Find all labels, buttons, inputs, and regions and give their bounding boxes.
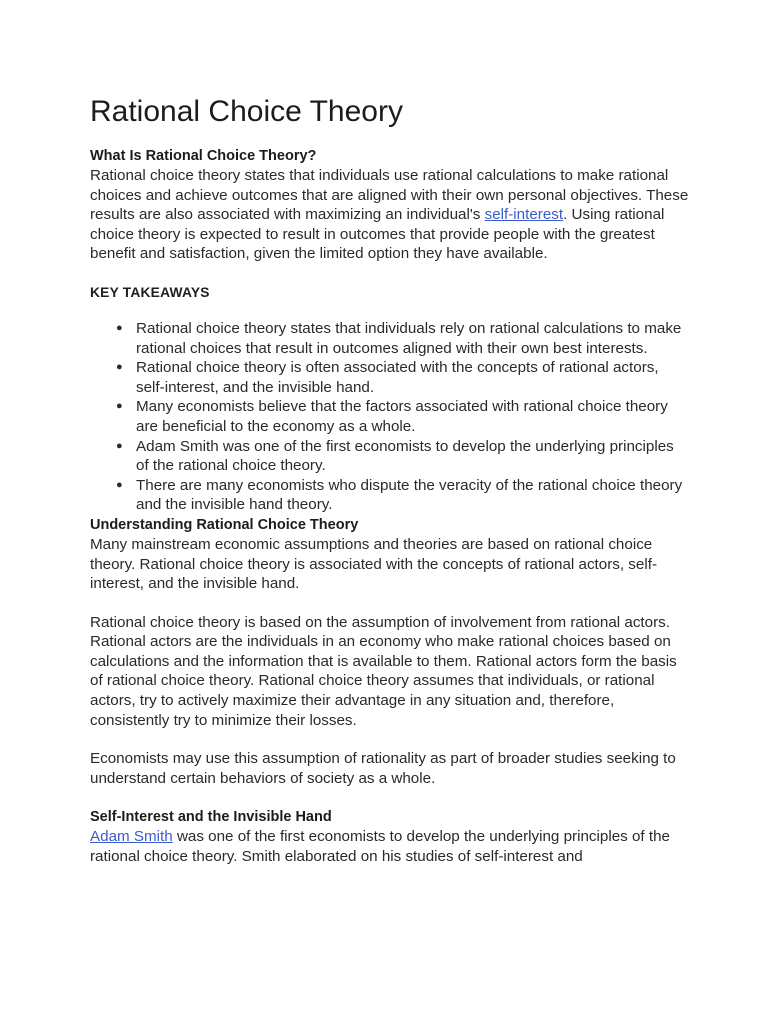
list-item bbox=[116, 437, 690, 476]
page-title: Rational Choice Theory bbox=[90, 95, 403, 128]
bullet-icon: ● bbox=[116, 400, 123, 413]
list-item-text: Adam Smith was one of the first economists to develop the underlying principles of the rational choice theory. bbox=[136, 437, 674, 475]
self-interest-text: was one of the first economists to develop the underlying principles of the rational choice theory. Smith elaborated on his studies of self-interest and bbox=[90, 828, 670, 866]
bullet-icon: ● bbox=[116, 439, 123, 452]
key-takeaways-heading: KEY TAKEAWAYS bbox=[90, 284, 210, 300]
adam-smith-link[interactable]: Adam Smith bbox=[90, 828, 173, 846]
list-item-text: There are many economists who dispute the veracity of the rational choice theory and the invisible hand theory. bbox=[136, 476, 683, 514]
self-interest-link[interactable]: self-interest bbox=[484, 206, 564, 224]
list-item bbox=[116, 476, 690, 515]
intro-text-after-link: . Using rational choice theory is expected to result in outcomes that provide people with the greatest benefit and satisfaction, given the limited option they have available. bbox=[90, 206, 665, 263]
section-heading-self-interest: Self-Interest and the Invisible Hand bbox=[90, 809, 332, 826]
document-page bbox=[90, 92, 690, 867]
understanding-paragraph-2: Rational choice theory is based on the assumption of involvement from rational actors. Rational actors are the individuals in an economy who make rational choices based on calculations and the information that is available to them. Rational actors form the basis of rational choice theory. Rational choice theory assumes that individuals, or rational actors, try to actively maximize their advantage in any situation and, therefore, consistently try to minimize their losses. bbox=[90, 613, 677, 729]
bullet-icon: ● bbox=[116, 361, 123, 374]
intro-paragraph bbox=[90, 166, 690, 264]
list-item bbox=[116, 397, 690, 436]
list-item bbox=[116, 358, 690, 397]
bullet-icon: ● bbox=[116, 478, 123, 491]
list-item-text: Rational choice theory states that individuals rely on rational calculations to make rational choices that result in outcomes aligned with their own best interests. bbox=[136, 319, 682, 357]
self-interest-paragraph bbox=[90, 827, 690, 866]
key-takeaways-list bbox=[90, 319, 690, 515]
understanding-paragraph-1: Many mainstream economic assumptions and theories are based on rational choice theory. Rational choice theory is associated with the concepts of rational actors, self-interest, and the invisible hand. bbox=[90, 535, 658, 593]
understanding-paragraph-3: Economists may use this assumption of rationality as part of broader studies seeking to understand certain behaviors of society as a whole. bbox=[90, 750, 676, 787]
list-item-text: Many economists believe that the factors associated with rational choice theory are beneficial to the economy as a whole. bbox=[136, 398, 668, 435]
list-item bbox=[116, 319, 690, 358]
section-heading-understanding: Understanding Rational Choice Theory bbox=[90, 516, 359, 533]
intro-text-before-link: Rational choice theory states that individuals use rational calculations to make rational choices and achieve outcomes that are aligned with their own personal objectives. These results are also associated with maximizing an individual's bbox=[90, 167, 689, 224]
bullet-icon: ● bbox=[116, 321, 123, 334]
list-item-text: Rational choice theory is often associated with the concepts of rational actors, self-interest, and the invisible hand. bbox=[136, 359, 659, 396]
section-heading-what-is: What Is Rational Choice Theory? bbox=[90, 148, 317, 164]
